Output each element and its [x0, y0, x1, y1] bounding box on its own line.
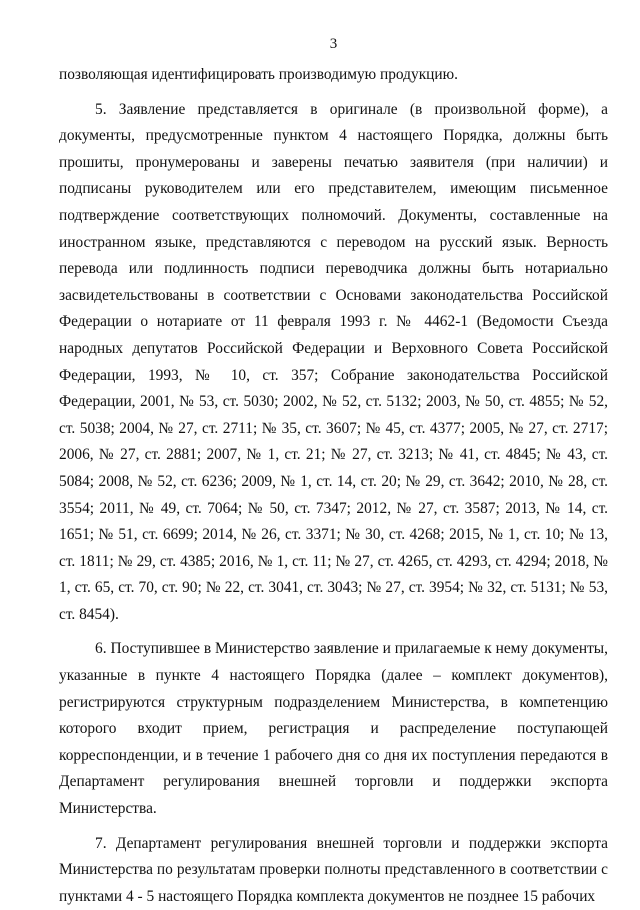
paragraph-continuation: позволяющая идентифицировать производимую продукцию. — [59, 66, 458, 83]
paragraph-item-5: 5. Заявление представляется в оригинале (в произвольной форме), а документы, предусмотренные пунктом 4 настоящего Порядка, должны быть прошиты, пронумерованы и заверены печатью заявителя (при наличии) и подписаны руководителем или его представителем, имеющим письменное подтверждение соответствующих полномочий. Документы, составленные на иностранном языке, представляются с переводом на русский язык. Верность перевода или подлинность подписи переводчика должны быть нотариально засвидетельствованы в соответствии с Основами законодательства Российской Федерации о нотариате от 11 февраля 1993 г. № 4462-1 (Ведомости Съезда народных депутатов Российской Федерации и Верховного Совета Российской Федерации, 1993, № 10, ст. 357; Собрание законодательства Российской Федерации, 2001, № 53, ст. 5030; 2002, № 52, ст. 5132; 2003, № 50, ст. 4855; № 52, ст. 5038; 2004, № 27, ст. 2711; № 35, ст. 3607; № 45, ст. 4377; 2005, № 27, ст. 2717; 2006, № 27, ст. 2881; 2007, № 1, ст. 21; № 27, ст. 3213; № 41, ст. 4845; № 43, ст. 5084; 2008, № 52, ст. 6236; 2009, № 1, ст. 14, ст. 20; № 29, ст. 3642; 2010, № 28, ст. 3554; 2011, № 49, ст. 7064; № 50, ст. 7347; 2012, № 27, ст. 3587; 2013, № 14, ст. 1651; № 51, ст. 6699; 2014, № 26, ст. 3371; № 30, ст. 4268; 2015, № 1, ст. 10; № 13, ст. 1811; № 29, ст. 4385; 2016, № 1, ст. 11; № 27, ст. 4265, ст. 4293, ст. 4294; 2018, № 1, ст. 65, ст. 70, ст. 90; № 22, ст. 3041, ст. 3043; № 27, ст. 3954; № 32, ст. 5131; № 53, ст. 8454). — [59, 100, 608, 623]
paragraph-item-6: 6. Поступившее в Министерство заявление и прилагаемые к нему документы, указанные в пункте 4 настоящего Порядка (далее – комплект документов), регистрируются структурным подразделением Министерства, в компетенцию которого входит прием, регистрация и распределение поступающей корреспонденции, и в течение 1 рабочего дня со дня их поступления передаются в Департамент регулирования внешней торговли и поддержки экспорта Министерства. — [59, 640, 608, 818]
document-page — [59, 34, 608, 910]
paragraph-item-7: 7. Департамент регулирования внешней торговли и поддержки экспорта Министерства по результатам проверки полноты представленного в соответствии с пунктами 4 - 5 настоящего Порядка комплекта документов не позднее 15 рабочих — [59, 834, 608, 905]
page-number: 3 — [329, 36, 338, 52]
